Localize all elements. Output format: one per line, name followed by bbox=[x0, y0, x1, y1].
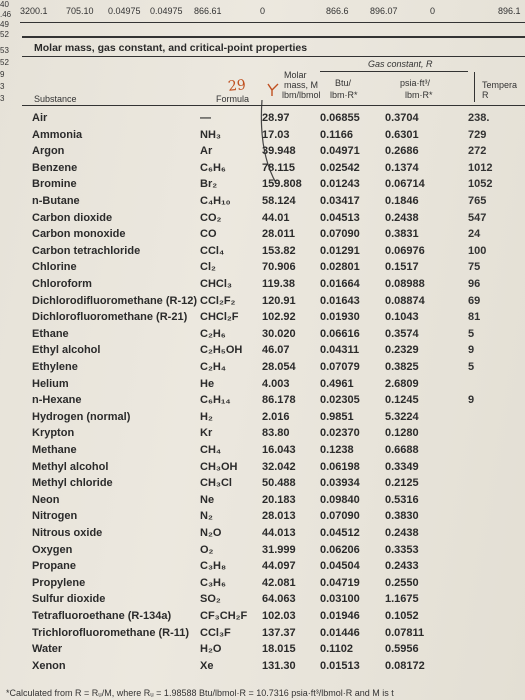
formula-cell: N₂O bbox=[200, 527, 222, 539]
molar-mass-cell: 44.01 bbox=[262, 211, 290, 224]
molar-mass-cell: 18.015 bbox=[262, 643, 296, 656]
table-row bbox=[0, 145, 525, 158]
formula-cell: C₃H₆ bbox=[200, 576, 226, 589]
psia-cell: 2.6809 bbox=[385, 377, 419, 390]
molar-mass-cell: 42.081 bbox=[262, 576, 296, 589]
table-row bbox=[0, 212, 525, 225]
molar-mass-cell: 30.020 bbox=[262, 327, 296, 340]
btu-cell: 0.06616 bbox=[320, 327, 360, 340]
psia-cell: 0.2125 bbox=[385, 477, 419, 490]
left-margin-fragments bbox=[0, 0, 18, 115]
molar-mass-cell: 86.178 bbox=[262, 394, 296, 407]
btu-cell: 0.01243 bbox=[320, 178, 360, 191]
substance-cell: Xenon bbox=[32, 659, 66, 672]
psia-cell: 0.08988 bbox=[385, 278, 425, 290]
molar-mass-cell: 78.115 bbox=[262, 161, 296, 174]
molar-mass-cell: 153.82 bbox=[262, 244, 296, 257]
substance-cell: n-Butane bbox=[32, 195, 80, 207]
molar-mass-cell: 20.183 bbox=[262, 493, 296, 506]
formula-cell: C₆H₆ bbox=[200, 161, 226, 174]
psia-cell: 0.3574 bbox=[385, 327, 419, 340]
molar-mass-cell: 32.042 bbox=[262, 460, 296, 473]
table-row bbox=[0, 162, 525, 175]
top-rule bbox=[20, 22, 525, 23]
btu-cell: 0.01946 bbox=[320, 610, 360, 622]
substance-cell: Tetrafluoroethane (R-134a) bbox=[32, 610, 172, 622]
margin-fragment: 3 bbox=[0, 82, 5, 91]
substance-cell: Trichlorofluoromethane (R-11) bbox=[32, 626, 190, 639]
table-row bbox=[0, 411, 525, 424]
substance-cell: Methane bbox=[32, 444, 77, 456]
molar-mass-cell: 120.91 bbox=[262, 294, 296, 307]
formula-cell: CH₃OH bbox=[200, 460, 238, 473]
table-row bbox=[0, 278, 525, 291]
molar-mass-cell: 119.38 bbox=[262, 278, 296, 290]
psia-cell: 0.6688 bbox=[385, 444, 419, 456]
formula-cell: He bbox=[200, 377, 215, 390]
psia-cell: 0.1374 bbox=[385, 161, 419, 174]
substance-cell: Bromine bbox=[32, 178, 77, 191]
btu-cell: 0.06855 bbox=[320, 112, 360, 124]
substance-cell: Argon bbox=[32, 145, 65, 158]
formula-cell: Br₂ bbox=[200, 178, 218, 191]
btu-cell: 0.02305 bbox=[320, 394, 360, 407]
formula-cell: CCl₄ bbox=[200, 244, 225, 257]
btu-cell: 0.06206 bbox=[320, 543, 360, 556]
btu-cell: 0.03100 bbox=[320, 593, 360, 606]
btu-cell: 0.4961 bbox=[320, 377, 354, 390]
table-row bbox=[0, 427, 525, 440]
temperature-cell: 5 bbox=[468, 327, 475, 340]
btu-cell: 0.01643 bbox=[320, 294, 360, 307]
molar-mass-cell: 102.92 bbox=[262, 311, 296, 324]
psia-cell: 0.2433 bbox=[385, 560, 419, 573]
formula-cell: SO₂ bbox=[200, 593, 221, 606]
btu-cell: 0.02370 bbox=[320, 427, 360, 440]
formula-cell: C₆H₁₄ bbox=[200, 394, 231, 407]
molar-mass-cell: 17.03 bbox=[262, 128, 290, 141]
btu-cell: 0.01513 bbox=[320, 659, 360, 672]
substance-cell: Oxygen bbox=[32, 543, 73, 556]
molar-mass-cell: 44.097 bbox=[262, 560, 296, 573]
molar-mass-cell: 83.80 bbox=[262, 427, 290, 440]
btu-cell: 0.09840 bbox=[320, 493, 360, 506]
margin-fragment: 9 bbox=[0, 70, 5, 79]
molar-mass-header-1: Molar bbox=[284, 70, 307, 80]
formula-cell: CCl₃F bbox=[200, 626, 231, 639]
temperature-cell: 765 bbox=[468, 195, 487, 207]
molar-mass-cell: 31.999 bbox=[262, 543, 296, 556]
psia-cell: 0.6301 bbox=[385, 128, 419, 141]
btu-cell: 0.01446 bbox=[320, 626, 360, 639]
psia-cell: 0.2438 bbox=[385, 211, 419, 224]
substance-cell: Dichlorofluoromethane (R-21) bbox=[32, 311, 188, 324]
substance-cell: Air bbox=[32, 112, 48, 124]
table-row bbox=[0, 112, 525, 125]
substance-cell: Methyl alcohol bbox=[32, 460, 109, 473]
molar-mass-cell: 28.054 bbox=[262, 361, 296, 373]
substance-cell: n-Hexane bbox=[32, 394, 82, 407]
formula-cell: C₂H₅OH bbox=[200, 344, 243, 357]
table-row bbox=[0, 328, 525, 341]
temperature-cell: 1052 bbox=[468, 178, 493, 191]
psia-cell: 0.06976 bbox=[385, 244, 425, 257]
psia-cell: 0.3704 bbox=[385, 112, 419, 124]
psia-cell: 0.3825 bbox=[385, 361, 419, 373]
substance-cell: Neon bbox=[32, 493, 60, 506]
temperature-cell: 238. bbox=[468, 112, 490, 124]
formula-cell: NH₃ bbox=[200, 128, 221, 141]
table-row bbox=[0, 461, 525, 474]
substance-cell: Water bbox=[32, 643, 63, 656]
prev-value: 3200.1 bbox=[20, 6, 48, 16]
molar-mass-cell: 131.30 bbox=[262, 659, 296, 672]
formula-cell: H₂O bbox=[200, 643, 222, 656]
molar-mass-cell: 28.011 bbox=[262, 228, 296, 241]
substance-cell: Ethyl alcohol bbox=[32, 344, 101, 357]
table-title: Molar mass, gas constant, and critical-point properties bbox=[34, 42, 308, 54]
table-row bbox=[0, 228, 525, 241]
formula-cell: CCl₂F₂ bbox=[200, 294, 236, 307]
formula-cell: Ar bbox=[200, 145, 213, 158]
btu-cell: 0.9851 bbox=[320, 410, 354, 423]
substance-cell: Ethane bbox=[32, 327, 69, 340]
title-rule bbox=[22, 36, 525, 38]
substance-header: Substance bbox=[34, 94, 77, 104]
psia-cell: 0.2686 bbox=[385, 145, 419, 158]
substance-cell: Carbon dioxide bbox=[32, 211, 113, 224]
table-row bbox=[0, 344, 525, 357]
temperature-divider bbox=[474, 72, 475, 102]
temperature-cell: 1012 bbox=[468, 161, 493, 174]
btu-cell: 0.03417 bbox=[320, 195, 360, 207]
table-row bbox=[0, 311, 525, 324]
table-row bbox=[0, 560, 525, 573]
formula-cell: CH₃Cl bbox=[200, 477, 232, 490]
temperature-cell: 272 bbox=[468, 145, 487, 158]
substance-cell: Dichlorodifluoromethane (R-12) bbox=[32, 294, 198, 307]
btu-cell: 0.04719 bbox=[320, 576, 360, 589]
substance-cell: Nitrous oxide bbox=[32, 527, 103, 539]
temperature-cell: 24 bbox=[468, 228, 481, 241]
prev-value: 896.1 bbox=[498, 6, 521, 16]
table-row bbox=[0, 544, 525, 557]
psia-cell: 0.2329 bbox=[385, 344, 419, 357]
prev-value: 866.61 bbox=[194, 6, 222, 16]
formula-cell: CO bbox=[200, 228, 217, 241]
formula-cell: Kr bbox=[200, 427, 213, 440]
substance-cell: Benzene bbox=[32, 161, 78, 174]
substance-cell: Helium bbox=[32, 377, 69, 390]
temperature-header-2: R bbox=[482, 90, 489, 100]
temperature-cell: 81 bbox=[468, 311, 481, 324]
prev-value: 0 bbox=[430, 6, 436, 16]
psia-cell: 0.1517 bbox=[385, 261, 419, 274]
temperature-cell: 100 bbox=[468, 244, 487, 257]
table-row bbox=[0, 527, 525, 540]
temperature-cell: 9 bbox=[468, 394, 475, 407]
psia-cell: 0.07811 bbox=[385, 626, 425, 639]
margin-fragment: 49 bbox=[0, 20, 9, 29]
psia-cell: 0.2438 bbox=[385, 527, 419, 539]
psia-cell: 0.5956 bbox=[385, 643, 419, 656]
btu-header-1: Btu/ bbox=[335, 78, 352, 88]
btu-cell: 0.1166 bbox=[320, 128, 354, 141]
substance-cell: Krypton bbox=[32, 427, 75, 440]
psia-cell: 0.1245 bbox=[385, 394, 419, 407]
title-underline bbox=[22, 56, 525, 57]
substance-cell: Sulfur dioxide bbox=[32, 593, 106, 606]
table-row bbox=[0, 178, 525, 191]
formula-cell: Ne bbox=[200, 493, 215, 506]
table-row bbox=[0, 577, 525, 590]
prev-value: 0 bbox=[260, 6, 266, 16]
substance-cell: Ammonia bbox=[32, 128, 83, 141]
prev-value: 896.07 bbox=[370, 6, 398, 16]
table-row bbox=[0, 261, 525, 274]
temperature-cell: 75 bbox=[468, 261, 481, 274]
temperature-cell: 9 bbox=[468, 344, 475, 357]
table-row bbox=[0, 129, 525, 142]
formula-cell: — bbox=[200, 112, 211, 124]
substance-cell: Nitrogen bbox=[32, 510, 78, 523]
btu-cell: 0.02542 bbox=[320, 161, 360, 174]
table-row bbox=[0, 477, 525, 490]
psia-cell: 0.1043 bbox=[385, 311, 419, 324]
table-row bbox=[0, 394, 525, 407]
molar-mass-cell: 50.488 bbox=[262, 477, 296, 490]
formula-cell: Cl₂ bbox=[200, 261, 216, 274]
handwritten-annotation: 29 bbox=[227, 77, 247, 95]
btu-cell: 0.04513 bbox=[320, 211, 360, 224]
formula-cell: CO₂ bbox=[200, 211, 222, 224]
temperature-cell: 5 bbox=[468, 361, 475, 373]
molar-mass-cell: 4.003 bbox=[262, 377, 290, 390]
table-row bbox=[0, 660, 525, 673]
btu-cell: 0.02801 bbox=[320, 261, 360, 274]
psia-cell: 0.08874 bbox=[385, 294, 425, 307]
molar-mass-cell: 64.063 bbox=[262, 593, 296, 606]
molar-mass-cell: 2.016 bbox=[262, 410, 290, 423]
gas-constant-underline bbox=[320, 71, 468, 72]
molar-mass-header-2: mass, M bbox=[284, 80, 319, 90]
btu-cell: 0.01291 bbox=[320, 244, 360, 257]
psia-header-2: lbm·R* bbox=[405, 90, 433, 100]
molar-mass-header-3: lbm/lbmol bbox=[282, 90, 321, 100]
temperature-cell: 547 bbox=[468, 211, 487, 224]
formula-cell: C₃H₈ bbox=[200, 560, 227, 573]
psia-cell: 0.06714 bbox=[385, 178, 425, 191]
psia-header-1: psia·ft³/ bbox=[400, 78, 431, 88]
table-row bbox=[0, 494, 525, 507]
molar-mass-cell: 46.07 bbox=[262, 344, 290, 357]
table-row bbox=[0, 643, 525, 656]
substance-cell: Propane bbox=[32, 560, 77, 573]
molar-mass-cell: 28.97 bbox=[262, 112, 290, 124]
psia-cell: 0.1846 bbox=[385, 195, 419, 207]
btu-cell: 0.01930 bbox=[320, 311, 360, 324]
psia-cell: 0.3830 bbox=[385, 510, 419, 523]
temperature-cell: 96 bbox=[468, 278, 481, 290]
temperature-cell: 69 bbox=[468, 294, 481, 307]
previous-table-row bbox=[20, 0, 525, 22]
temperature-header-1: Tempera bbox=[482, 80, 518, 90]
btu-cell: 0.01664 bbox=[320, 278, 360, 290]
substance-cell: Ethylene bbox=[32, 361, 78, 373]
btu-cell: 0.1238 bbox=[320, 444, 354, 456]
molar-mass-cell: 16.043 bbox=[262, 444, 296, 456]
formula-cell: CH₄ bbox=[200, 444, 222, 456]
formula-cell: C₂H₄ bbox=[200, 361, 227, 373]
margin-fragment: 52 bbox=[0, 58, 9, 67]
molar-mass-cell: 58.124 bbox=[262, 195, 296, 207]
psia-cell: 5.3224 bbox=[385, 410, 419, 423]
psia-cell: 0.1280 bbox=[385, 427, 419, 440]
formula-cell: C₄H₁₀ bbox=[200, 195, 231, 207]
prev-value: 866.6 bbox=[326, 6, 349, 16]
table-row bbox=[0, 510, 525, 523]
btu-cell: 0.07090 bbox=[320, 510, 360, 523]
table-row bbox=[0, 593, 525, 606]
btu-header-2: lbm·R* bbox=[330, 90, 358, 100]
formula-header: Formula bbox=[216, 94, 250, 104]
psia-cell: 0.2550 bbox=[385, 576, 419, 589]
margin-fragment: 40 bbox=[0, 0, 9, 9]
table-footnote: *Calculated from R = Rᵤ/M, where Rᵤ = 1.98588 Btu/lbmol·R = 10.7316 psia·ft³/lbmol·R and M is t bbox=[6, 688, 394, 698]
formula-cell: CHCl₃ bbox=[200, 278, 232, 290]
margin-fragment: 53 bbox=[0, 46, 9, 55]
formula-cell: Xe bbox=[200, 659, 214, 672]
table-row bbox=[0, 610, 525, 623]
btu-cell: 0.04311 bbox=[320, 344, 360, 357]
btu-cell: 0.1102 bbox=[320, 643, 354, 656]
btu-cell: 0.07079 bbox=[320, 361, 360, 373]
margin-fragment: 52 bbox=[0, 30, 9, 39]
table-row bbox=[0, 295, 525, 308]
formula-cell: CHCl₂F bbox=[200, 311, 239, 324]
substance-cell: Methyl chloride bbox=[32, 477, 113, 490]
header-bottom-rule bbox=[22, 105, 525, 106]
molar-mass-cell: 102.03 bbox=[262, 610, 296, 622]
molar-mass-cell: 159.808 bbox=[262, 178, 302, 191]
substance-cell: Chloroform bbox=[32, 278, 92, 290]
substance-cell: Carbon monoxide bbox=[32, 228, 126, 241]
molar-mass-cell: 70.906 bbox=[262, 261, 296, 274]
btu-cell: 0.04504 bbox=[320, 560, 360, 573]
psia-cell: 0.5316 bbox=[385, 493, 419, 506]
substance-cell: Chlorine bbox=[32, 261, 77, 274]
psia-cell: 0.08172 bbox=[385, 659, 425, 672]
formula-cell: N₂ bbox=[200, 510, 213, 523]
btu-cell: 0.04512 bbox=[320, 527, 360, 539]
prev-value: 0.04975 bbox=[108, 6, 141, 16]
btu-cell: 0.03934 bbox=[320, 477, 360, 490]
molar-mass-cell: 28.013 bbox=[262, 510, 296, 523]
substance-cell: Carbon tetrachloride bbox=[32, 244, 141, 257]
substance-cell: Propylene bbox=[32, 576, 86, 589]
psia-cell: 0.3353 bbox=[385, 543, 419, 556]
table-row bbox=[0, 195, 525, 208]
margin-fragment: .46 bbox=[0, 10, 12, 19]
gas-constant-group-header: Gas constant, R bbox=[368, 59, 433, 69]
substance-cell: Hydrogen (normal) bbox=[32, 410, 131, 423]
table-row bbox=[0, 245, 525, 258]
psia-cell: 1.1675 bbox=[385, 593, 419, 606]
prev-value: 0.04975 bbox=[150, 6, 183, 16]
molar-mass-cell: 39.948 bbox=[262, 145, 296, 158]
table-row bbox=[0, 444, 525, 457]
table-row bbox=[0, 378, 525, 391]
psia-cell: 0.3831 bbox=[385, 228, 419, 241]
molar-mass-cell: 137.37 bbox=[262, 626, 296, 639]
molar-mass-cell: 44.013 bbox=[262, 527, 296, 539]
psia-cell: 0.3349 bbox=[385, 460, 419, 473]
formula-cell: CF₃CH₂F bbox=[200, 610, 248, 622]
btu-cell: 0.06198 bbox=[320, 460, 360, 473]
formula-cell: H₂ bbox=[200, 410, 213, 423]
psia-cell: 0.1052 bbox=[385, 610, 419, 622]
btu-cell: 0.07090 bbox=[320, 228, 360, 241]
prev-value: 705.10 bbox=[66, 6, 94, 16]
formula-cell: C₂H₆ bbox=[200, 327, 226, 340]
margin-fragment: 3 bbox=[0, 94, 5, 103]
table-row bbox=[0, 361, 525, 374]
temperature-cell: 729 bbox=[468, 128, 487, 141]
btu-cell: 0.04971 bbox=[320, 145, 360, 158]
table-row bbox=[0, 627, 525, 640]
formula-cell: O₂ bbox=[200, 543, 214, 556]
